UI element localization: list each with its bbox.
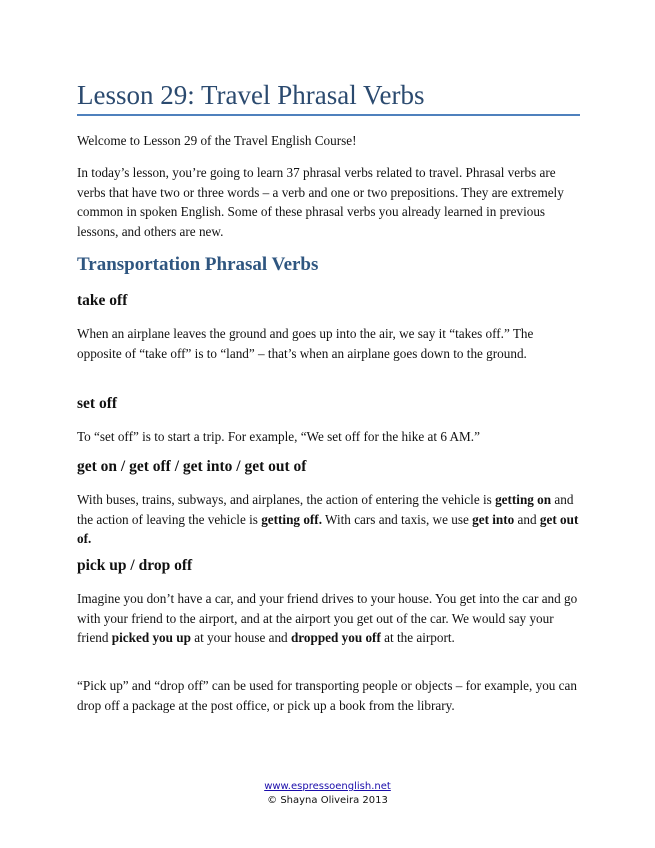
heading-set-off: set off <box>77 395 118 412</box>
welcome-text: Welcome to Lesson 29 of the Travel English Course! <box>77 133 357 148</box>
pick-up-paragraph-2: “Pick up” and “drop off” can be used for transporting people or objects – for example, you can drop off a package at the post office, or pick up a book from the library. <box>77 678 577 713</box>
heading-pick-up-drop-off: pick up / drop off <box>77 557 193 574</box>
text-span: Imagine you don’t have a car, and your friend drives to your house. You get into the car and go with your friend to the airport, and at the airport you get out of the car. We would say your friend <box>77 591 578 645</box>
text-span: at your house and <box>190 630 291 645</box>
page-title: Lesson 29: Travel Phrasal Verbs <box>77 80 425 110</box>
footer-link[interactable]: www.espressoenglish.net <box>264 781 391 792</box>
bold-term: get out of. <box>77 511 579 546</box>
heading-get-on-get-off: get on / get off / get into / get out of <box>77 458 307 475</box>
text-span: and <box>514 511 540 527</box>
get-on-paragraph <box>77 490 580 549</box>
bold-term: getting off. <box>261 511 322 527</box>
set-off-paragraph: To “set off” is to start a trip. For example, “We set off for the hike at 6 AM.” <box>77 429 480 444</box>
text-span: With buses, trains, subways, and airplanes, the action of entering the vehicle is <box>77 492 496 507</box>
bold-term: picked you up <box>111 630 191 645</box>
section-heading-transportation: Transportation Phrasal Verbs <box>77 254 319 275</box>
bold-term: dropped you off <box>290 630 381 645</box>
intro-paragraph: In today’s lesson, you’re going to learn 37 phrasal verbs related to travel. Phrasal verbs are verbs that have two or three words – a verb and one or two prepositions. They are extremely common in spoken English. Some of these phrasal verbs you already learned in previous lessons, and others are new. <box>77 165 564 239</box>
heading-take-off: take off <box>77 292 128 309</box>
text-span: at the airport. <box>380 630 455 645</box>
text-span: With cars and taxis, we use <box>322 511 473 527</box>
title-divider <box>77 114 580 116</box>
bold-term: getting on <box>495 492 552 507</box>
pick-up-paragraph <box>77 589 580 648</box>
footer-copyright: © Shayna Oliveira 2013 <box>267 795 388 806</box>
bold-term: get into <box>472 511 515 527</box>
text-span: and the action of leaving the vehicle is <box>77 492 574 527</box>
page-footer <box>0 780 655 808</box>
take-off-paragraph: When an airplane leaves the ground and goes up into the air, we say it “takes off.” The opposite of “take off” is to “land” – that’s when an airplane goes down to the ground. <box>77 326 534 361</box>
